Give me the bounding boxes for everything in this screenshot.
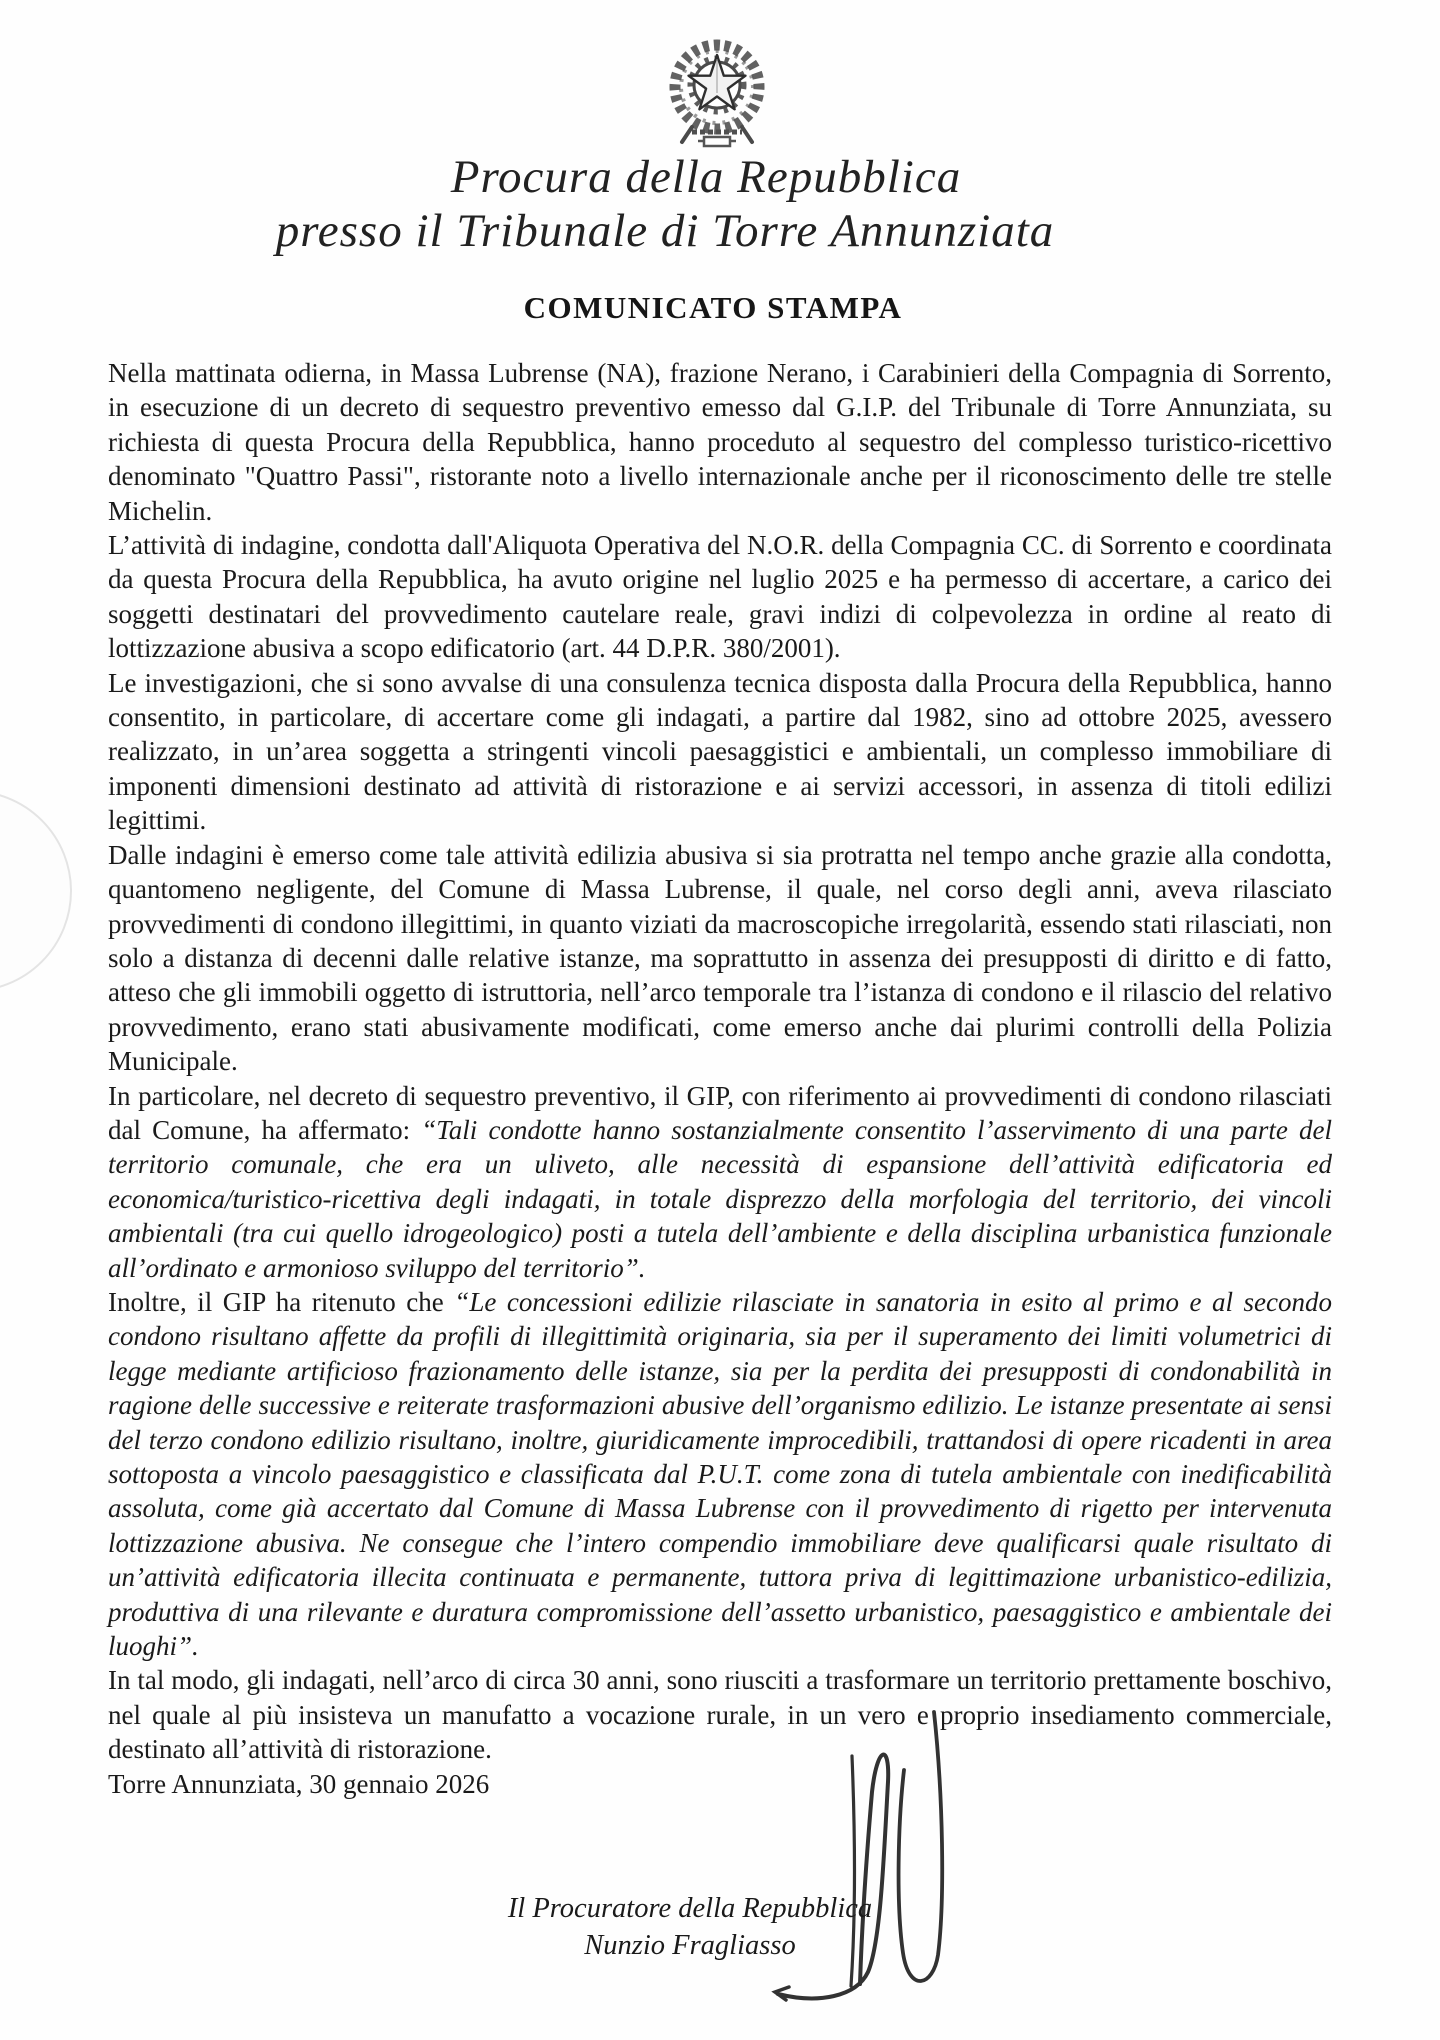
italian-republic-emblem-icon <box>658 34 776 152</box>
signer-name: Nunzio Fragliasso <box>584 1930 796 1961</box>
signer-role: Il Procuratore della Repubblica <box>507 1893 873 1924</box>
body-text-segment: In particolare, nel decreto di sequestro preventivo, il GIP, con riferimento ai provvedimenti di condono rilasciati dal Comune, ha affermato: <box>108 1080 1332 1145</box>
body-text-segment: Le investigazioni, che si sono avvalse di una consulenza tecnica disposta dalla Procura della Repubblica, hanno consentito, in particolare, di accertare come gli indagati, a partire dal 1982, sino ad ottobre 2025, avessero realizzato, in un’area soggetta a stringenti vincoli paesaggistici e ambientali, un complesso immobiliare di imponenti dimensioni destinato ad attività di ristorazione e ai servizi accessori, in assenza di titoli edilizi legittimi. <box>108 667 1332 836</box>
paragraph <box>108 1663 1332 1766</box>
quoted-italic-text: “Tali condotte hanno sostanzialmente consentito l’asservimento di una parte del territorio comunale, che era un uliveto, alle necessità di espansione dell’attività edificatoria ed economica/turistico-ricettiva degli indagati, in totale disprezzo della morfologia del territorio, dei vincoli ambientali (tra cui quello idrogeologico) posti a tutela dell’ambiente e della disciplina urbanistica funzionale all’ordinato e armonioso sviluppo del territorio”. <box>108 1114 1333 1283</box>
handwritten-signature-icon <box>756 1700 982 2016</box>
body-text-segment: In tal modo, gli indagati, nell’arco di circa 30 anni, sono riusciti a trasformare un territorio prettamente boschivo, nel quale al più insisteva un manufatto a vocazione rurale, in un vero e proprio insediamento commerciale, destinato all’attività di ristorazione. <box>108 1665 1332 1765</box>
body-text-segment: L’attività di indagine, condotta dall'Aliquota Operativa del N.O.R. della Compagnia CC. di Sorrento e coordinata da questa Procura della Repubblica, ha avuto origine nel luglio 2025 e ha permesso di accertare, a carico dei soggetti destinatari del provvedimento cautelare reale, gravi indizi di colpevolezza in ordine al reato di lottizzazione abusiva a scopo edificatorio (art. 44 D.P.R. 380/2001). <box>108 530 1332 664</box>
institution-name-line1: Procura della Repubblica <box>450 151 962 203</box>
institution-name-line2: presso il Tribunale di Torre Annunziata <box>275 205 1055 257</box>
body-text-segment: Nella mattinata odierna, in Massa Lubrense (NA), frazione Nerano, i Carabinieri della Compagnia di Sorrento, in esecuzione di un decreto di sequestro preventivo emesso dal G.I.P. del Tribunale di Torre Annunziata, su richiesta di questa Procura della Repubblica, hanno proceduto al sequestro del complesso turistico-ricettivo denominato "Quattro Passi", ristorante noto a livello internazionale anche per il riconoscimento delle tre stelle Michelin. <box>108 358 1332 526</box>
paragraphs-container <box>108 356 1332 1767</box>
paragraph <box>108 838 1332 1079</box>
body-text-segment: Inoltre, il GIP ha ritenuto che <box>108 1286 455 1317</box>
paragraph <box>108 666 1332 838</box>
paragraph <box>108 1079 1332 1285</box>
paragraph <box>108 356 1332 528</box>
quoted-italic-text: “Le concessioni edilizie rilasciate in sanatoria in esito al primo e al secondo condono risultano affette da profili di illegittimità originaria, sia per il superamento dei limiti volumetrici di legge mediante artificioso frazionamento delle istanze, sia per la perdita dei presupposti di condonabilità in ragione delle successive e reiterate trasformazioni abusive dell’organismo edilizio. Le istanze presentate ai sensi del terzo condono edilizio risultano, inoltre, giuridicamente improcedibili, trattandosi di opere ricadenti in area sottoposta a vincolo paesaggistico e classificata dal P.U.T. come zona di tutela ambientale con inedificabilità assoluta, come già accertato dal Comune di Massa Lubrense con il provvedimento di rigetto per intervenuta lottizzazione abusiva. Ne consegue che l’intero compendio immobiliare deve qualificarsi quale risultato di un’attività edificatoria illecita continuata e permanente, tuttora priva di legittimazione urbanistico-edilizia, produttiva di una rilevante e duratura compromissione dell’assetto urbanistico, paesaggistico e ambientale dei luoghi”. <box>108 1286 1332 1662</box>
press-release-body <box>108 356 1332 1801</box>
scan-artifact-circle <box>0 790 72 992</box>
page-title: COMUNICATO STAMPA <box>523 290 903 325</box>
paragraph <box>108 1285 1332 1663</box>
body-text-segment: Dalle indagini è emerso come tale attività edilizia abusiva si sia protratta nel tempo anche grazie alla condotta, quantomeno negligente, del Comune di Massa Lubrense, il quale, nel corso degli anni, aveva rilasciato provvedimenti di condono illegittimi, in quanto viziati da macroscopiche irregolarità, essendo stati rilasciati, non solo a distanza di decenni dalle relative istanze, ma soprattutto in assenza dei presupposti di diritto e di fatto, atteso che gli immobili oggetto di istruttoria, nell’arco temporale tra l’istanza di condono e il rilascio del relativo provvedimento, erano stati abusivamente modificati, come emerso anche dai plurimi controlli della Polizia Municipale. <box>108 839 1332 1077</box>
paragraph <box>108 528 1332 666</box>
dateline: Torre Annunziata, 30 gennaio 2026 <box>108 1768 490 1799</box>
